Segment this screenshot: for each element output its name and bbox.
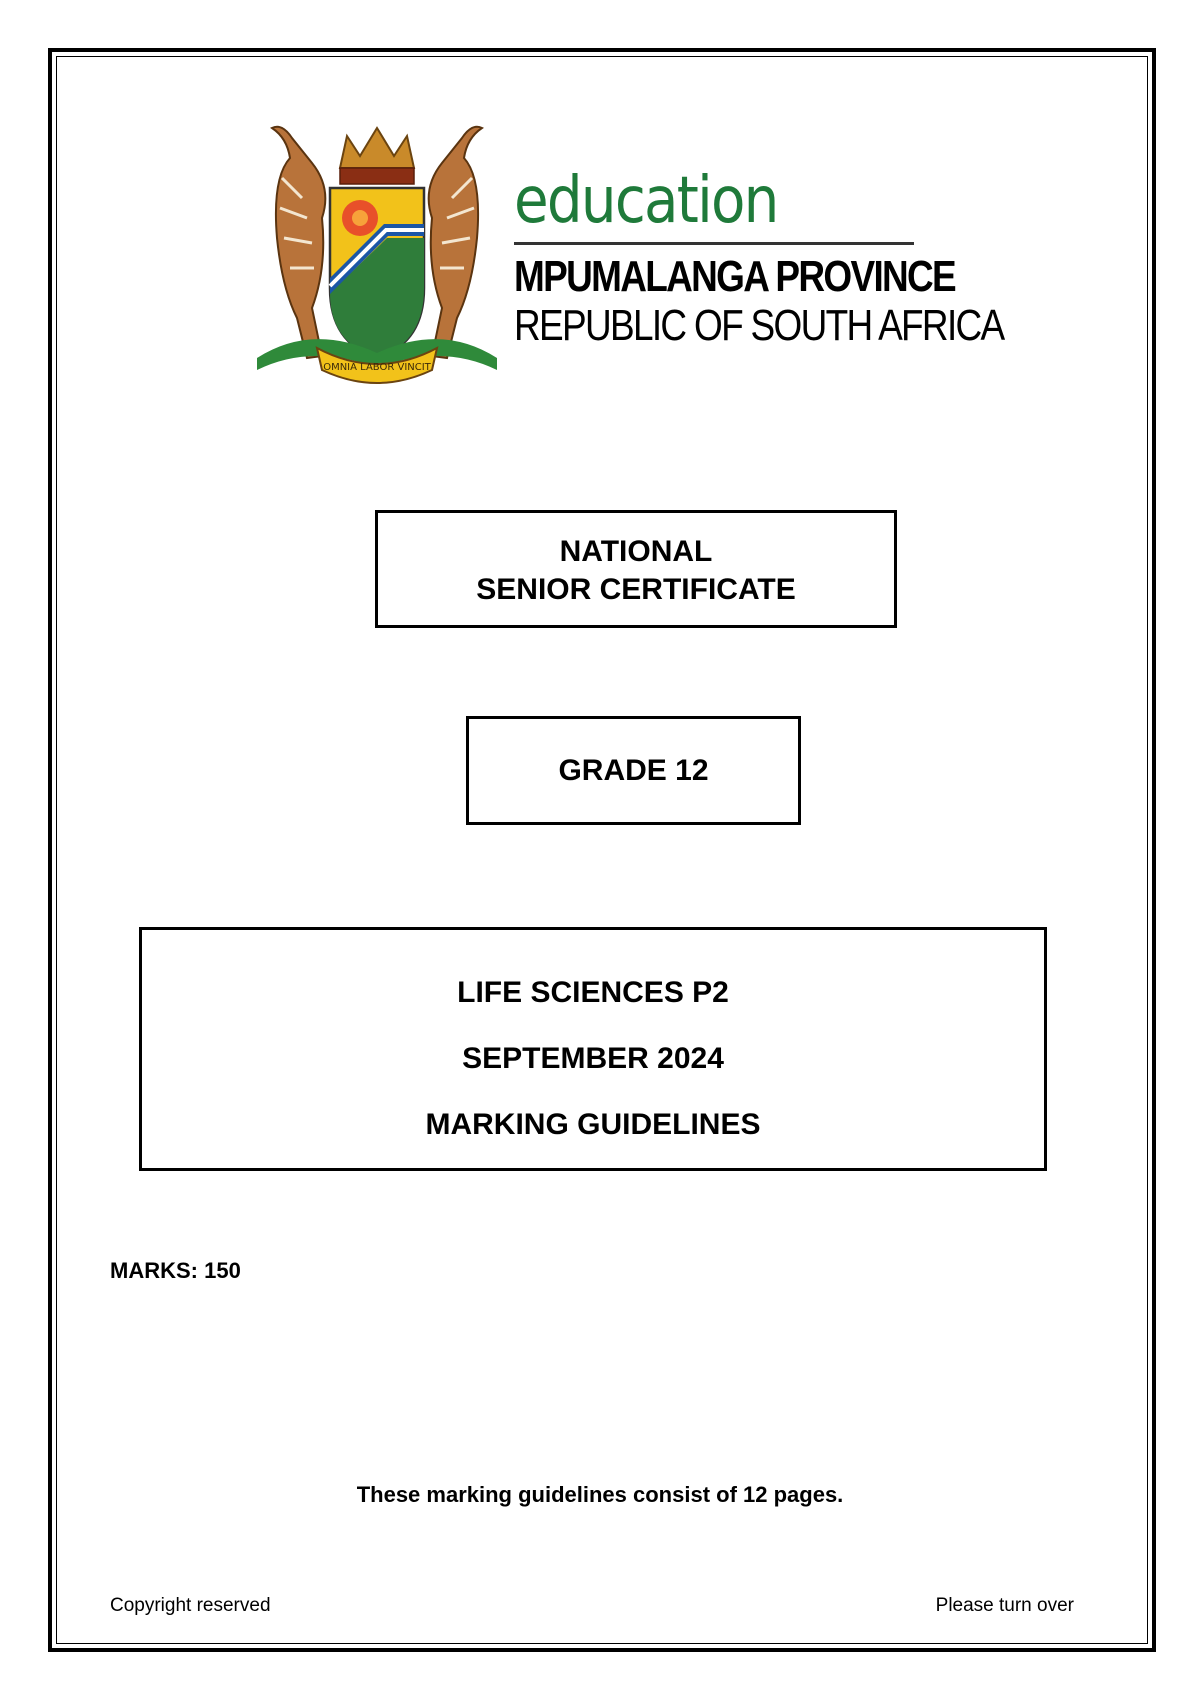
exam-date: SEPTEMBER 2024 <box>462 1042 724 1075</box>
logo-divider <box>514 242 914 245</box>
crest-motto: OMNIA LABOR VINCIT <box>323 362 431 373</box>
certificate-line-1: NATIONAL <box>559 535 713 568</box>
education-wordmark: education <box>514 164 778 238</box>
document-type: MARKING GUIDELINES <box>425 1108 761 1141</box>
country-name: REPUBLIC OF SOUTH AFRICA <box>514 301 1004 350</box>
page-count-note: These marking guidelines consist of 12 pages. <box>356 1482 844 1507</box>
subject-box <box>139 927 1047 1171</box>
department-logo-text <box>514 164 1004 351</box>
coat-of-arms-logo <box>252 118 502 398</box>
certificate-box <box>375 510 897 628</box>
grade-label: GRADE 12 <box>558 754 709 787</box>
footer-copyright: Copyright reserved <box>110 1595 271 1616</box>
province-name: MPUMALANGA PROVINCE <box>514 252 956 301</box>
total-marks: MARKS: 150 <box>110 1258 241 1283</box>
certificate-line-2: SENIOR CERTIFICATE <box>476 573 796 606</box>
grade-box <box>466 716 801 825</box>
subject-title: LIFE SCIENCES P2 <box>457 976 729 1009</box>
footer-turn-over: Please turn over <box>935 1595 1074 1616</box>
